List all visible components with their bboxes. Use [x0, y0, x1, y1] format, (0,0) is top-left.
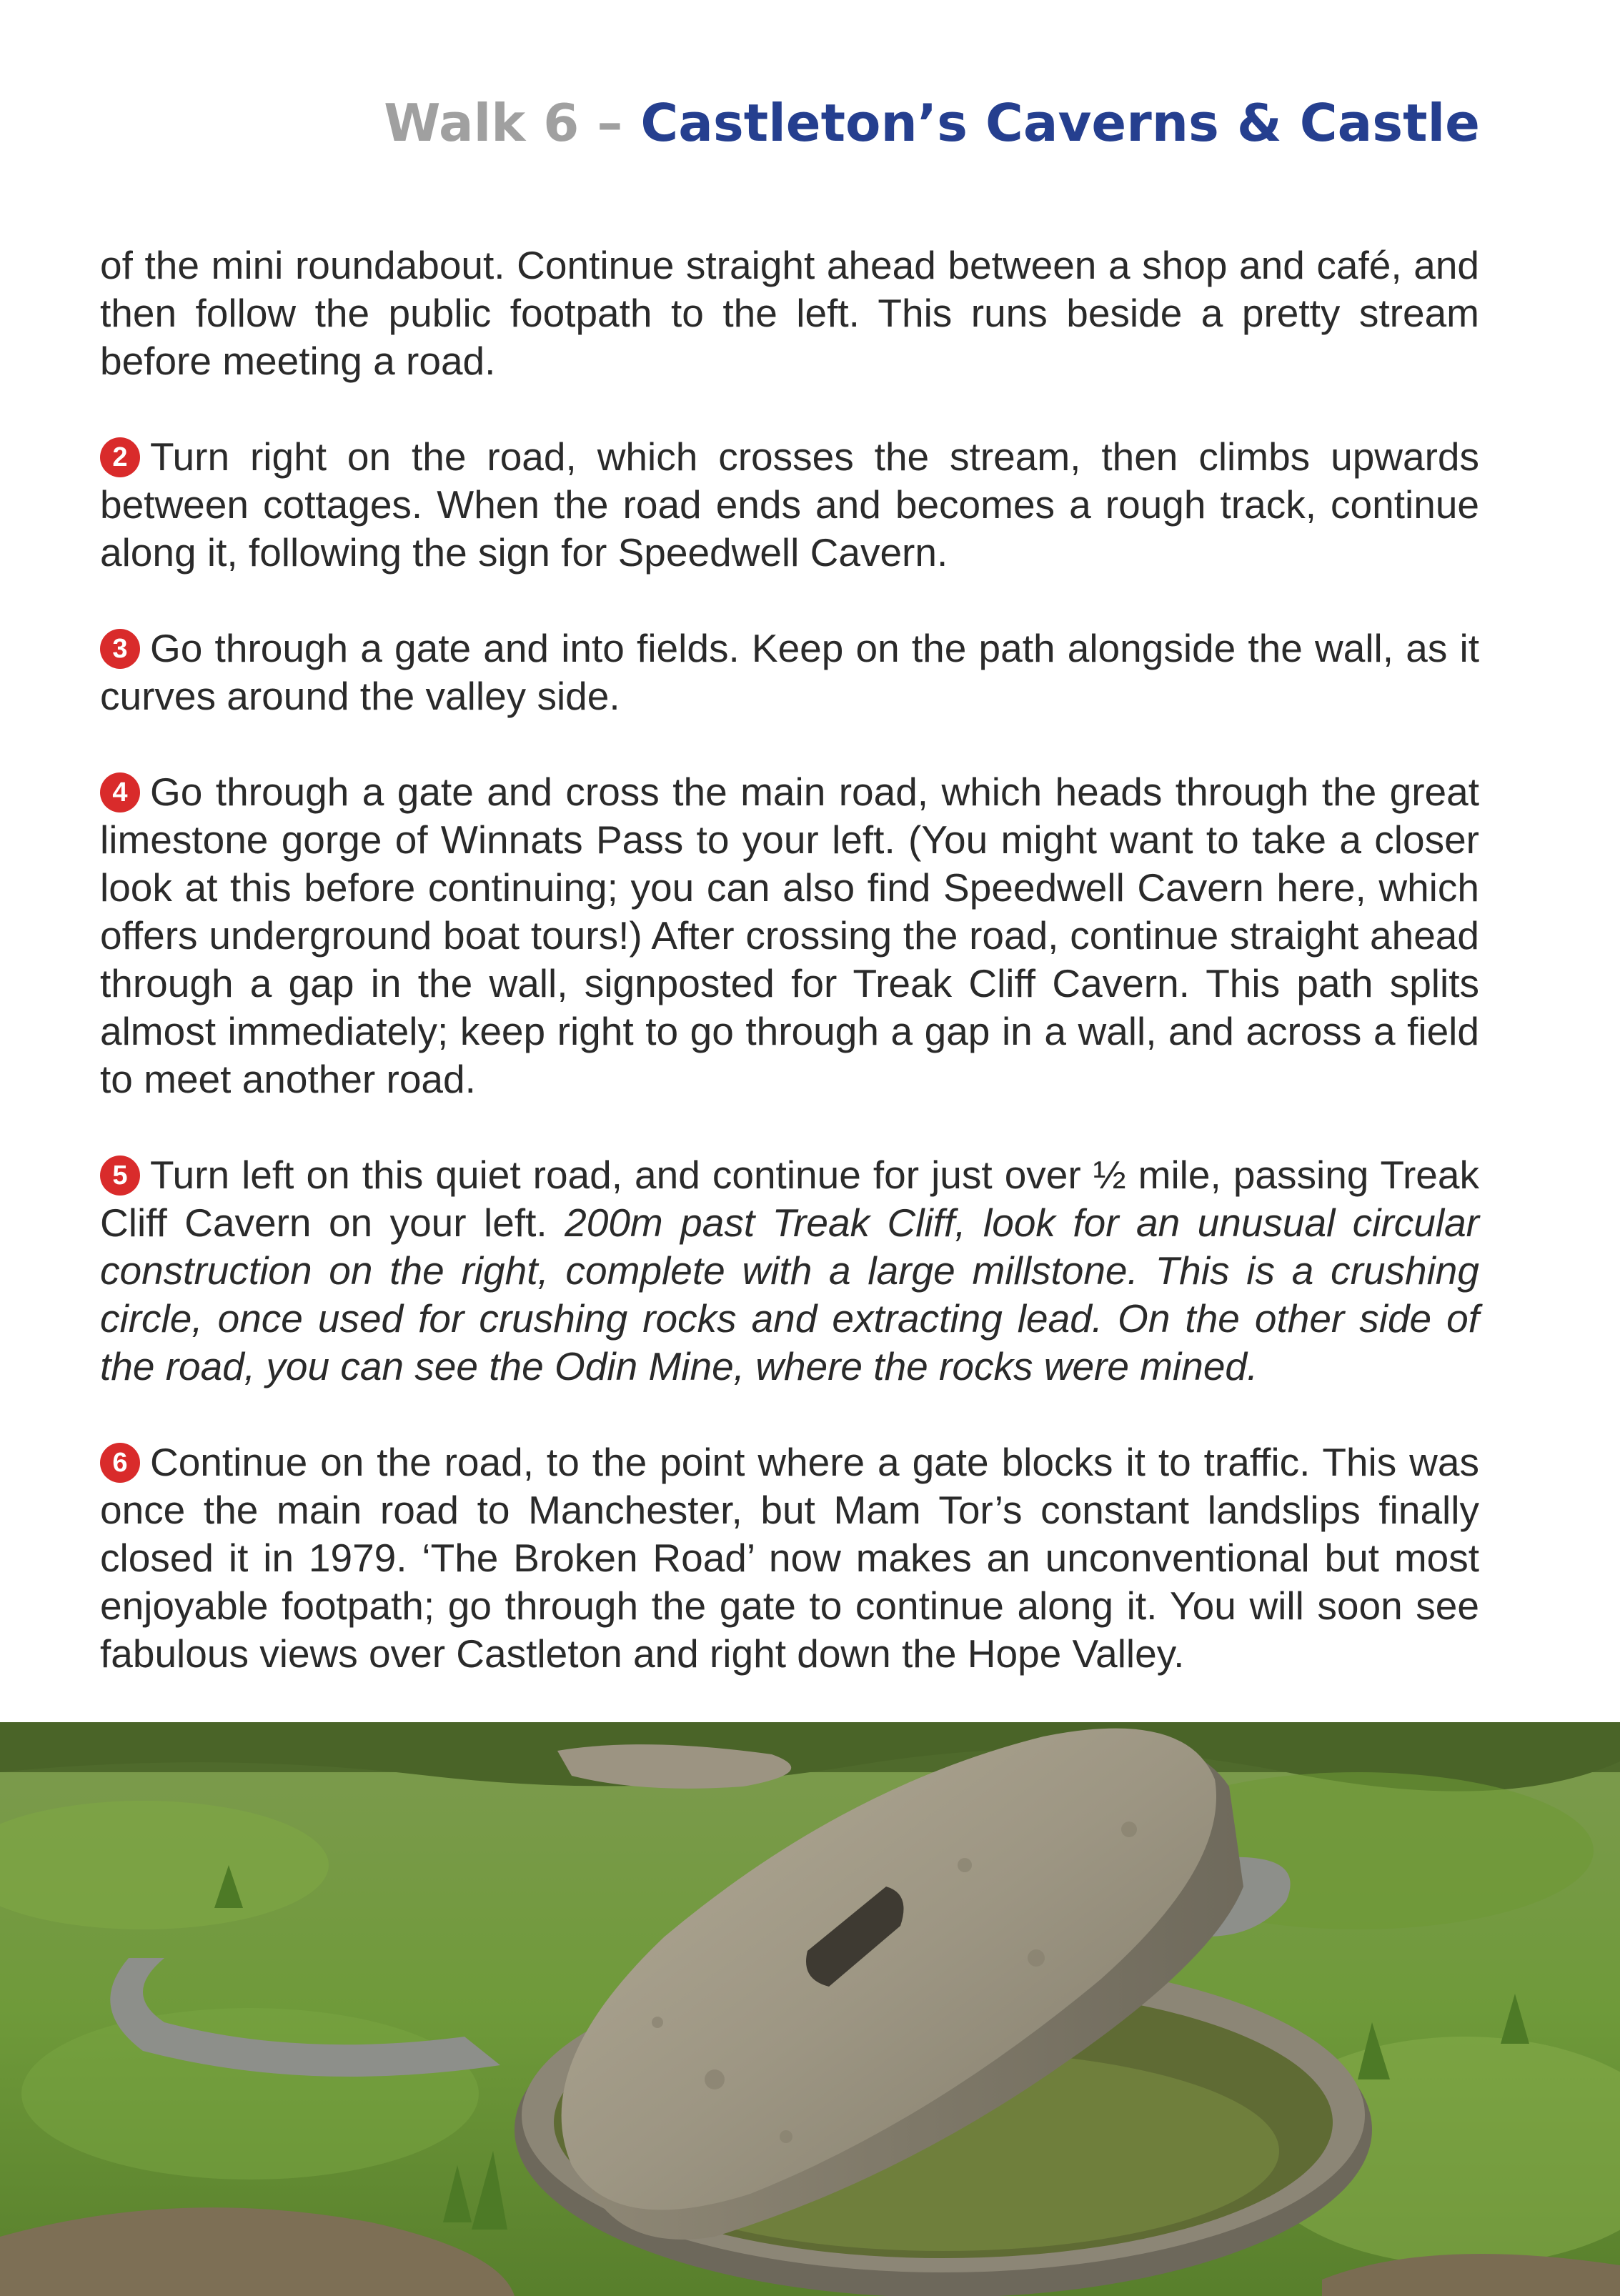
page-header: [384, 93, 1480, 153]
step-number-badge: 3: [100, 629, 140, 669]
paragraph-text: Go through a gate and into fields. Keep on the path alongside the wall, as it curves around the valley side.: [100, 626, 1479, 718]
paragraph-step-4: [100, 768, 1479, 1103]
paragraph-text: Turn left on this quiet road, and continue for just over ½ mile, passing Treak Cliff Cavern on your left.: [100, 1153, 1479, 1245]
paragraph-text: Turn right on the road, which crosses the stream, then climbs upwards between cottages. When the road ends and becomes a rough track, continue along it, following the sign for Speedwell Cavern.: [100, 434, 1479, 575]
step-number-badge: 4: [100, 772, 140, 812]
step-number-badge: 5: [100, 1156, 140, 1196]
paragraph-step-5: [100, 1151, 1479, 1391]
crushing-circle-illustration: [0, 1722, 1620, 2296]
step-number-badge: 2: [100, 437, 140, 477]
step-number-badge: 6: [100, 1443, 140, 1483]
paragraph-italic-note: 200m past Treak Cliff, look for an unusual circular construction on the right, complete with a large millstone. This is a crushing circle, once used for crushing rocks and extracting lead. On the other side of the road, you can see the Odin Mine, where the rocks were mined.: [100, 1201, 1479, 1388]
paragraph-step-3: [100, 625, 1479, 720]
millstone-photo: [0, 1722, 1620, 2296]
walk-title: Castleton’s Caverns & Castle: [640, 93, 1480, 153]
paragraph-text: Continue on the road, to the point where a gate blocks it to traffic. This was once the main road to Manchester, but Mam Tor’s constant landslips finally closed it in 1979. ‘The Broken Road’ now makes an unconventional but most enjoyable footpath; go through the gate to continue along it. You will soon see fabulous views over Castleton and right down the Hope Valley.: [100, 1440, 1479, 1676]
paragraph-step-2: [100, 433, 1479, 577]
walk-directions: [100, 242, 1479, 1678]
paragraph-text: of the mini roundabout. Continue straight ahead between a shop and café, and then follow the public footpath to the left. This runs beside a pretty stream before meeting a road.: [100, 243, 1479, 383]
walk-number: Walk 6 –: [384, 93, 641, 153]
paragraph-intro: [100, 242, 1479, 385]
paragraph-step-6: [100, 1438, 1479, 1678]
grass-patch: [21, 2008, 479, 2180]
paragraph-text: Go through a gate and cross the main road, which heads through the great limestone gorge of Winnats Pass to your left. (You might want to take a closer look at this before continuing; you can also find Speedwell Cavern here, which offers underground boat tours!) After crossing the road, continue straight ahead through a gap in the wall, signposted for Treak Cliff Cavern. This path splits almost immediately; keep right to go through a gap in a wall, and across a field to meet another road.: [100, 770, 1479, 1101]
